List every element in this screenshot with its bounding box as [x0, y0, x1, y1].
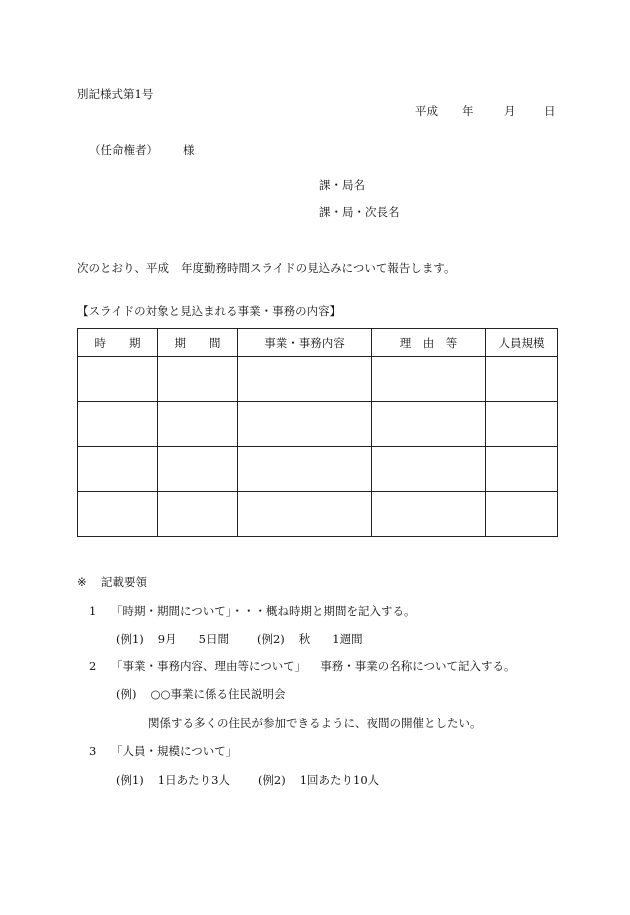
table-cell[interactable] [486, 402, 558, 447]
date-era: 平成 [415, 104, 438, 118]
table-cell[interactable] [486, 492, 558, 537]
form-number: 別記様式第1号 [77, 87, 154, 101]
table-row [78, 492, 558, 537]
date-line [415, 106, 556, 118]
note-item-1 [89, 606, 416, 618]
note-text: 「時期・期間について」・・・概ね時期と期間を記入する。 [111, 604, 416, 618]
date-year: 年 [462, 104, 474, 118]
table-cell[interactable] [238, 402, 372, 447]
example-label: (例2) [256, 632, 285, 646]
table-cell[interactable] [372, 492, 486, 537]
table-row [78, 447, 558, 492]
note-text-detail: 事務・事業の名称について記入する。 [320, 659, 516, 673]
sender-department: 課・局名 [319, 178, 365, 192]
example-label: (例1) [116, 632, 144, 646]
example-label: (例1) [116, 773, 144, 787]
note-item-1-example [116, 634, 363, 646]
note-item-2 [89, 661, 516, 673]
example-value: 5日間 [198, 632, 229, 646]
note-item-2-example [116, 689, 286, 701]
activity-table [77, 328, 558, 537]
addressee-name: （任命権者） [89, 143, 158, 157]
example-value: 秋 [298, 632, 311, 646]
note-item-2-example-reason: 関係する多くの住民が参加できるように、夜間の開催としたい。 [148, 716, 482, 730]
notes-title [77, 577, 147, 589]
table-header-row [78, 329, 558, 357]
reference-mark: ※ [77, 575, 87, 589]
table-cell[interactable] [78, 357, 158, 402]
table-cell[interactable] [158, 357, 238, 402]
header-staff-scale: 人員規模 [486, 329, 558, 357]
header-reason: 理 由 等 [372, 329, 486, 357]
note-text: 「人員・規模について」 [111, 744, 238, 758]
note-number: 2 [89, 659, 97, 673]
note-text: 「事業・事務内容、理由等について」 [111, 659, 307, 673]
table-row [78, 357, 558, 402]
table-cell[interactable] [158, 402, 238, 447]
addressee-honorific: 様 [183, 143, 195, 157]
report-statement-end: 年度勤務時間スライドの見込みについて報告します。 [181, 261, 456, 275]
table-cell[interactable] [372, 357, 486, 402]
header-duration: 期 間 [158, 329, 238, 357]
date-month: 月 [504, 104, 516, 118]
table-cell[interactable] [238, 492, 372, 537]
table-cell[interactable] [78, 492, 158, 537]
table-cell[interactable] [78, 447, 158, 492]
example-value: 1回あたり10人 [299, 773, 380, 787]
report-statement-start: 次のとおり、平成 [77, 261, 169, 275]
table-heading: 【スライドの対象と見込まれる事業・事務の内容】 [77, 304, 342, 318]
table-cell[interactable] [158, 492, 238, 537]
table-cell[interactable] [238, 447, 372, 492]
note-item-3-example [116, 775, 379, 787]
date-day: 日 [544, 104, 556, 118]
example-label: (例) [116, 687, 137, 701]
table-cell[interactable] [372, 402, 486, 447]
example-label: (例2) [257, 773, 286, 787]
table-cell[interactable] [486, 357, 558, 402]
note-number: 3 [89, 744, 97, 758]
table-cell[interactable] [372, 447, 486, 492]
note-item-3 [89, 746, 237, 758]
sender-head: 課・局・次長名 [319, 205, 400, 219]
header-period-time: 時 期 [78, 329, 158, 357]
table-cell[interactable] [238, 357, 372, 402]
example-value: ○○事業に係る住民説明会 [150, 687, 286, 701]
report-statement [77, 263, 456, 275]
table-row [78, 402, 558, 447]
example-value: 1日あたり3人 [157, 773, 230, 787]
note-number: 1 [89, 604, 97, 618]
example-value: 1週間 [332, 632, 363, 646]
table-cell[interactable] [78, 402, 158, 447]
notes-title-text: 記載要領 [101, 575, 147, 589]
table-cell[interactable] [158, 447, 238, 492]
table-cell[interactable] [486, 447, 558, 492]
example-value: 9月 [157, 632, 177, 646]
header-business-content: 事業・事務内容 [238, 329, 372, 357]
